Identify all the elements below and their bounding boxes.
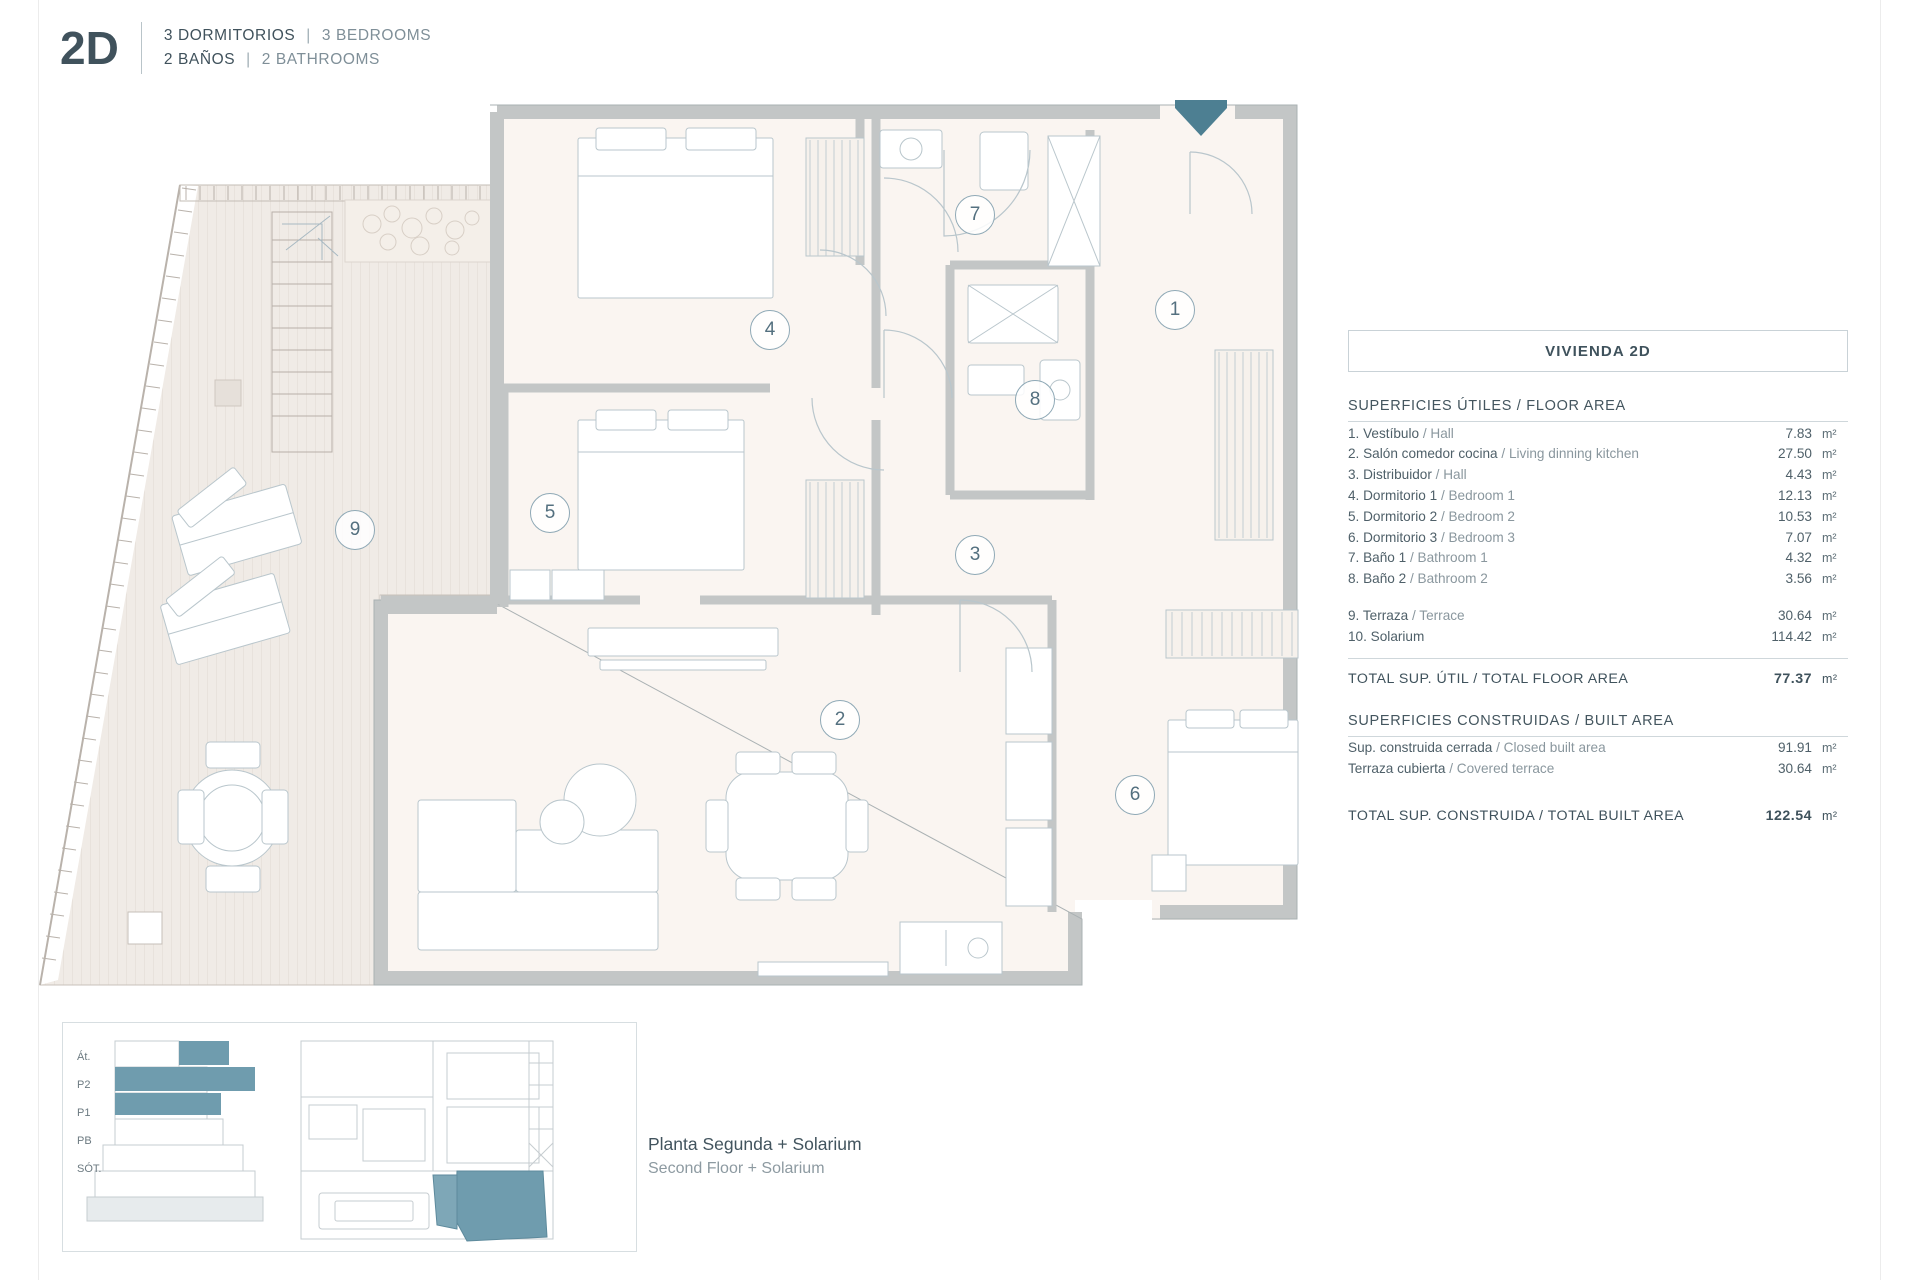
area-value: 30.64 <box>1777 607 1812 623</box>
area-unit: m² <box>1822 530 1837 545</box>
area-label: 5. Dormitorio 2 / Bedroom 2 <box>1348 508 1515 524</box>
area-label: 4. Dormitorio 1 / Bedroom 1 <box>1348 487 1515 503</box>
terrace-feature-2 <box>128 912 162 944</box>
key-plan-svg <box>63 1023 636 1251</box>
unit-code: 2D <box>60 22 119 74</box>
bedroom-3-furniture <box>1152 610 1298 891</box>
built-area-unit: m² <box>1822 762 1837 777</box>
floor-area-heading: SUPERFICIES ÚTILES / FLOOR AREA <box>1348 398 1848 422</box>
area-row <box>1348 547 1848 568</box>
area-row <box>1348 526 1848 547</box>
built-area-value: 91.91 <box>1777 740 1812 756</box>
page-edge-right <box>1880 0 1881 1280</box>
plan-caption <box>648 1132 862 1181</box>
area-label: 9. Terraza / Terrace <box>1348 607 1465 623</box>
header-sep-1: | <box>306 26 311 44</box>
total-built-area-label: TOTAL SUP. CONSTRUIDA / TOTAL BUILT AREA <box>1348 808 1685 825</box>
floor-label-p1: P1 <box>77 1106 91 1119</box>
area-value: 12.13 <box>1777 487 1812 503</box>
built-area-unit: m² <box>1822 741 1837 756</box>
area-unit: m² <box>1822 488 1837 503</box>
room-bubble-3: 3 <box>955 535 995 575</box>
area-label: 8. Baño 2 / Bathroom 2 <box>1348 571 1488 587</box>
caption-es: Planta Segunda + Solarium <box>648 1134 862 1154</box>
area-unit: m² <box>1822 572 1837 587</box>
hall-wardrobe <box>1215 350 1273 540</box>
built-area-label: Terraza cubierta / Covered terrace <box>1348 761 1555 777</box>
room-bubble-9: 9 <box>335 510 375 550</box>
key-plan-floor-labels <box>77 1043 101 1183</box>
total-floor-area-label: TOTAL SUP. ÚTIL / TOTAL FLOOR AREA <box>1348 670 1629 687</box>
floor-label-attic: Át. <box>77 1050 91 1063</box>
area-unit: m² <box>1822 608 1837 623</box>
bathrooms-es: 2 BAÑOS <box>163 51 236 68</box>
room-bubble-2: 2 <box>820 700 860 740</box>
area-value: 4.32 <box>1785 550 1812 566</box>
bedrooms-es: 3 DORMITORIOS <box>163 26 296 44</box>
terrace-feature-1 <box>215 380 241 406</box>
area-value: 114.42 <box>1771 628 1812 644</box>
total-floor-area-unit: m² <box>1822 671 1838 686</box>
room-bubble-8: 8 <box>1015 380 1055 420</box>
room-bubble-5: 5 <box>530 493 570 533</box>
bedrooms-en: 3 BEDROOMS <box>321 26 432 44</box>
panel-title: VIVIENDA 2D <box>1348 330 1848 372</box>
area-label: 6. Dormitorio 3 / Bedroom 3 <box>1348 529 1515 545</box>
caption-en: Second Floor + Solarium <box>648 1160 825 1178</box>
room-bubble-6: 6 <box>1115 775 1155 815</box>
area-value: 3.56 <box>1785 571 1812 587</box>
built-area-row <box>1348 758 1848 779</box>
area-value: 7.07 <box>1785 529 1812 545</box>
area-unit: m² <box>1822 468 1837 483</box>
area-row <box>1348 505 1848 526</box>
area-label: 2. Salón comedor cocina / Living dinning kitchen <box>1348 446 1639 462</box>
area-row-outdoor <box>1348 604 1848 625</box>
area-unit: m² <box>1822 426 1837 441</box>
built-area-value: 30.64 <box>1777 761 1812 777</box>
area-row <box>1348 484 1848 505</box>
area-row <box>1348 443 1848 464</box>
building-section <box>95 1041 255 1197</box>
built-area-row <box>1348 737 1848 758</box>
total-floor-area-row <box>1348 658 1848 687</box>
area-row <box>1348 464 1848 485</box>
area-row <box>1348 422 1848 443</box>
area-row-outdoor <box>1348 625 1848 646</box>
area-label: 3. Distribuidor / Hall <box>1348 467 1467 483</box>
area-row <box>1348 567 1848 588</box>
room-bubble-4: 4 <box>750 310 790 350</box>
total-built-area-row <box>1348 796 1848 824</box>
built-area-heading: SUPERFICIES CONSTRUIDAS / BUILT AREA <box>1348 713 1848 737</box>
total-built-area-value: 122.54 <box>1765 808 1812 825</box>
total-floor-area-value: 77.37 <box>1773 670 1812 687</box>
area-label: 7. Baño 1 / Bathroom 1 <box>1348 550 1488 566</box>
floor-label-p2: P2 <box>77 1078 91 1091</box>
key-plan <box>62 1022 637 1252</box>
area-unit: m² <box>1822 551 1837 566</box>
area-unit: m² <box>1822 509 1837 524</box>
built-area-label: Sup. construida cerrada / Closed built area <box>1348 740 1606 756</box>
area-value: 7.83 <box>1785 425 1812 441</box>
area-unit: m² <box>1822 629 1837 644</box>
spacer <box>1348 588 1848 604</box>
area-value: 10.53 <box>1777 508 1812 524</box>
area-label: 10. Solarium <box>1348 628 1425 644</box>
room-bubble-7: 7 <box>955 195 995 235</box>
room-bubble-1: 1 <box>1155 290 1195 330</box>
floor-label-pb: PB <box>77 1134 92 1147</box>
total-built-area-unit: m² <box>1822 809 1838 824</box>
area-value: 27.50 <box>1777 446 1812 462</box>
area-unit: m² <box>1822 447 1837 462</box>
bathrooms-en: 2 BATHROOMS <box>261 51 380 68</box>
area-schedule-panel <box>1348 330 1848 824</box>
floor-label-basement: SÓT. <box>77 1162 102 1175</box>
area-value: 4.43 <box>1785 467 1812 483</box>
terrace-planter <box>345 200 491 262</box>
section-ground <box>87 1197 263 1221</box>
area-label: 1. Vestíbulo / Hall <box>1348 425 1454 441</box>
header-sep-2: | <box>246 51 251 68</box>
